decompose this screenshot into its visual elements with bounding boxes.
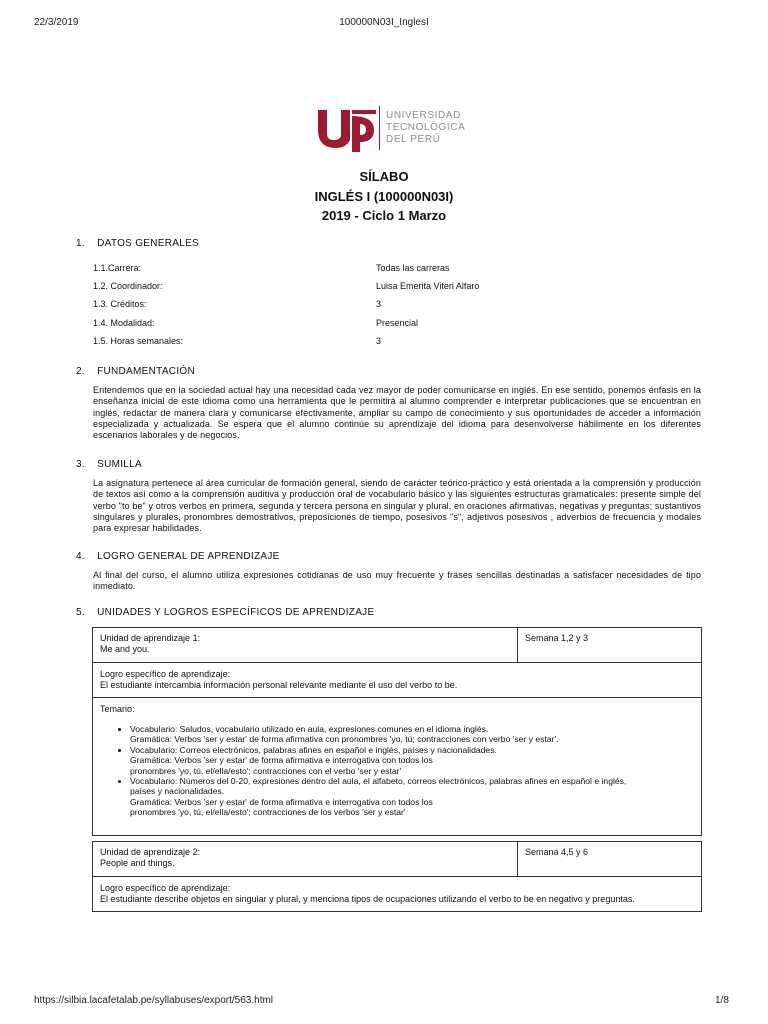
- section-5-heading: [76, 607, 374, 618]
- unit-2-logro: [100, 883, 635, 904]
- unit-1-row-divider: [92, 662, 702, 663]
- logo-line-1: UNIVERSIDAD: [386, 110, 461, 121]
- datos-label-carrera: 1.1.Carrera:: [93, 263, 142, 273]
- temario-line: países y nacionalidades.: [130, 786, 225, 797]
- unit-2-header: [100, 847, 200, 868]
- section-number: 3.: [76, 459, 85, 470]
- temario-line: pronombres 'yo, tú, el/ella/esto'; contracciones con el verbo 'ser y estar': [130, 765, 402, 776]
- datos-label-creditos: 1.3. Créditos:: [93, 299, 147, 309]
- section-title: UNIDADES Y LOGROS ESPECÍFICOS DE APRENDIZAJE: [97, 607, 375, 618]
- datos-label-modalidad: 1.4. Modalidad:: [93, 318, 155, 328]
- section-number: 1.: [76, 238, 85, 249]
- section-number: 4.: [76, 551, 85, 562]
- unit-2-label: Unidad de aprendizaje 2:: [100, 847, 201, 857]
- unit-1-logro-text: El estudiante intercambia información personal relevante mediante el uso del verbo to be.: [100, 679, 458, 690]
- section-4-heading: [76, 551, 280, 562]
- unit-1-logro: [100, 669, 457, 690]
- unit-2-logro-label: Logro específico de aprendizaje:: [100, 883, 231, 893]
- unit-2-logro-text: El estudiante describe objetos en singular y plural, y menciona tipos de ocupaciones utilizando el verbo to be en negativo y preguntas.: [100, 893, 635, 904]
- logo-wordmark: [386, 110, 465, 146]
- list-item: [130, 776, 720, 818]
- temario-line: Gramática: Verbos 'ser y estar' de forma afirmativa con pronombres 'yo, tú; contracciones con verbo 'ser y estar'.: [130, 734, 559, 745]
- unit-1-label: Unidad de aprendizaje 1:: [100, 633, 201, 643]
- unit-1-temario-label: Temario:: [100, 704, 135, 714]
- unit-1-row-divider: [92, 697, 702, 698]
- print-date: 22/3/2019: [34, 17, 79, 28]
- section-2-heading: [76, 366, 195, 377]
- doc-title-silabo: SÍLABO: [359, 169, 409, 184]
- datos-label-horas: 1.5. Horas semanales:: [93, 336, 184, 346]
- datos-value-horas: 3: [376, 336, 382, 346]
- unit-1-divider: [517, 627, 518, 663]
- unit-1-header: [100, 633, 200, 654]
- unit-1-logro-label: Logro específico de aprendizaje:: [100, 669, 231, 679]
- section-number: 5.: [76, 607, 85, 618]
- datos-value-coordinador: Luisa Emerita Viteri Alfaro: [376, 281, 480, 291]
- section-title: LOGRO GENERAL DE APRENDIZAJE: [97, 551, 280, 562]
- temario-line: • Vocabulario: Correos electrónicos, palabras afines en español e inglés, países y nacionalidades.: [130, 744, 497, 755]
- temario-line: Gramática: Verbos 'ser y estar' de forma afirmativa e interrogativa con todos los: [130, 796, 433, 807]
- logro-general-text: Al final del curso, el alumno utiliza expresiones cotidianas de uso muy frecuente y frases sencillas destinadas a satisfacer necesidades de tipo inmediato.: [93, 570, 701, 592]
- temario-line: • Vocabulario: Números del 0-20, expresiones dentro del aula, el alfabeto, correos electrónicos, palabras afines en español e inglés,: [130, 776, 627, 787]
- unit-2-row-divider: [92, 876, 702, 877]
- footer-url: https://silbia.lacafetalab.pe/syllabuses/export/563.html: [34, 995, 274, 1006]
- unit-2-divider: [517, 841, 518, 877]
- datos-label-coordinador: 1.2. Coordinador:: [93, 281, 163, 291]
- section-3-heading: [76, 459, 142, 470]
- section-title: DATOS GENERALES: [97, 238, 200, 249]
- doc-title-period: 2019 - Ciclo 1 Marzo: [321, 208, 447, 223]
- utp-logo-icon: [316, 104, 378, 154]
- unit-1-temario-list: [114, 724, 720, 818]
- sumilla-text: La asignatura pertenece al área curricular de formación general, siendo de carácter teórico-práctico y está orientada a la comprensión y producción de textos así como a la comprensión auditiva y producción oral de vocabulario básico y las siguientes estructuras gramaticales: presente simple del verbo "to be" y otros verbos en primera, segunda y tercera persona en singular y plural, en oraciones afirmativas, negativas y preguntas; sustantivos singulares y plurales, pronombres demostrativos, preposiciones de tiempo, posesivos "s", adjetivos posesivos , adverbios de frecuencia y modales para expresar habilidades.: [93, 478, 701, 534]
- unit-1-name: Me and you.: [100, 643, 150, 654]
- logo-line-2: TECNOLÓGICA: [386, 122, 466, 133]
- unit-2-weeks: Semana 4,5 y 6: [525, 847, 589, 857]
- section-1-heading: [76, 238, 199, 249]
- datos-value-creditos: 3: [376, 299, 382, 309]
- print-doc-title: 100000N03I_InglesI: [339, 17, 429, 28]
- logo-divider: [379, 106, 380, 150]
- doc-title-course: INGLÉS I (100000N03I): [314, 189, 454, 204]
- datos-value-carrera: Todas las carreras: [376, 263, 450, 273]
- temario-line: Gramática: Verbos 'ser y estar' de forma afirmativa e interrogativa con todos los: [130, 755, 433, 766]
- logo-line-3: DEL PERÚ: [386, 134, 441, 145]
- university-logo: [316, 104, 466, 154]
- list-item: [130, 745, 720, 776]
- section-number: 2.: [76, 366, 85, 377]
- list-item: [130, 724, 720, 745]
- temario-line: pronombres 'yo, tú, el/ella/esto'; contracciones de los verbos 'ser y estar': [130, 807, 406, 818]
- section-title: FUNDAMENTACIÓN: [97, 366, 195, 377]
- section-title: SUMILLA: [97, 459, 142, 470]
- unit-2-name: People and things.: [100, 857, 175, 868]
- footer-page-number: 1/8: [715, 995, 729, 1006]
- datos-value-modalidad: Presencial: [376, 318, 419, 328]
- temario-line: • Vocabulario: Saludos, vocabulario utilizado en aula, expresiones comunes en el idioma inglés.: [130, 724, 489, 734]
- fundamentacion-text: Entendemos que en la sociedad actual hay una necesidad cada vez mayor de poder comunicarse en inglés. En ese sentido, ponemos énfasis en la enseñanza inicial de este idioma como una herramienta que le permitirá al alumno comprender e interpretar publicaciones que se encuentran en inglés, redactar de manera clara y comunicarse efectivamente, ampliar su campo de conocimiento y sus oportunidades de acceder a información especializada y actualizada. Se espera que el alumno continúe su aprendizaje del idioma para desenvolverse hábilmente en los diferentes escenarios laborales y de negocios.: [93, 385, 701, 441]
- unit-1-weeks: Semana 1,2 y 3: [525, 633, 589, 643]
